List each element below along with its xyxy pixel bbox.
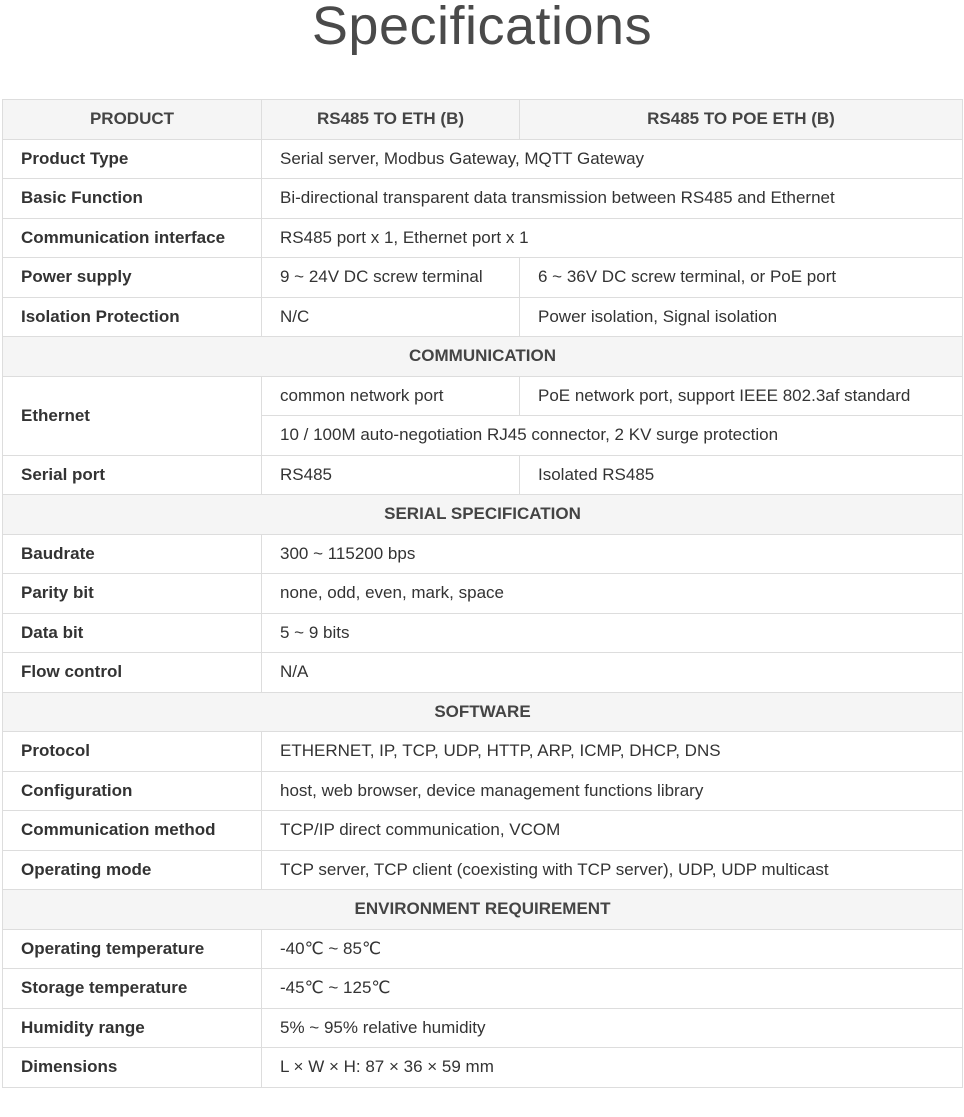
row-value-model-a: RS485	[262, 455, 520, 495]
table-row	[3, 218, 963, 258]
row-value-model-b: PoE network port, support IEEE 802.3af standard	[520, 376, 963, 416]
table-row	[3, 297, 963, 337]
table-row	[3, 376, 963, 416]
row-value: 10 / 100M auto-negotiation RJ45 connector, 2 KV surge protection	[262, 416, 963, 456]
row-value: 5 ~ 9 bits	[262, 613, 963, 653]
section-communication: COMMUNICATION	[3, 337, 963, 377]
row-label: Protocol	[3, 732, 262, 772]
row-label: Basic Function	[3, 179, 262, 219]
header-model-b: RS485 TO POE ETH (B)	[520, 100, 963, 140]
section-software: SOFTWARE	[3, 692, 963, 732]
row-label: Power supply	[3, 258, 262, 298]
row-value-model-b: Power isolation, Signal isolation	[520, 297, 963, 337]
row-label: Product Type	[3, 139, 262, 179]
table-row	[3, 969, 963, 1009]
row-value: N/A	[262, 653, 963, 693]
table-row	[3, 574, 963, 614]
row-value-model-b: Isolated RS485	[520, 455, 963, 495]
row-value: RS485 port x 1, Ethernet port x 1	[262, 218, 963, 258]
row-label: Storage temperature	[3, 969, 262, 1009]
row-label: Operating mode	[3, 850, 262, 890]
row-label: Serial port	[3, 455, 262, 495]
row-value-model-a: common network port	[262, 376, 520, 416]
row-value: TCP server, TCP client (coexisting with TCP server), UDP, UDP multicast	[262, 850, 963, 890]
table-header-row	[3, 100, 963, 140]
table-row	[3, 771, 963, 811]
row-value-model-b: 6 ~ 36V DC screw terminal, or PoE port	[520, 258, 963, 298]
table-row	[3, 929, 963, 969]
table-row	[3, 534, 963, 574]
row-value: -40℃ ~ 85℃	[262, 929, 963, 969]
row-value: -45℃ ~ 125℃	[262, 969, 963, 1009]
table-row	[3, 1048, 963, 1088]
row-value: TCP/IP direct communication, VCOM	[262, 811, 963, 851]
page-title: Specifications	[311, 0, 653, 56]
row-label: Operating temperature	[3, 929, 262, 969]
row-value: ETHERNET, IP, TCP, UDP, HTTP, ARP, ICMP, DHCP, DNS	[262, 732, 963, 772]
table-row	[3, 1008, 963, 1048]
table-row	[3, 179, 963, 219]
table-row	[3, 732, 963, 772]
row-label: Configuration	[3, 771, 262, 811]
table-row	[3, 455, 963, 495]
row-label: Baudrate	[3, 534, 262, 574]
row-label: Data bit	[3, 613, 262, 653]
row-label: Dimensions	[3, 1048, 262, 1088]
section-row	[3, 890, 963, 930]
row-value: 5% ~ 95% relative humidity	[262, 1008, 963, 1048]
row-value: L × W × H: 87 × 36 × 59 mm	[262, 1048, 963, 1088]
row-value: host, web browser, device management functions library	[262, 771, 963, 811]
row-value: 300 ~ 115200 bps	[262, 534, 963, 574]
section-row	[3, 337, 963, 377]
section-environment-requirement: ENVIRONMENT REQUIREMENT	[3, 890, 963, 930]
header-model-a: RS485 TO ETH (B)	[262, 100, 520, 140]
section-row	[3, 495, 963, 535]
table-row	[3, 139, 963, 179]
table-row	[3, 258, 963, 298]
row-label: Flow control	[3, 653, 262, 693]
row-value: none, odd, even, mark, space	[262, 574, 963, 614]
row-label: Parity bit	[3, 574, 262, 614]
section-serial-specification: SERIAL SPECIFICATION	[3, 495, 963, 535]
table-row	[3, 653, 963, 693]
row-label: Communication method	[3, 811, 262, 851]
table-row	[3, 850, 963, 890]
row-value: Serial server, Modbus Gateway, MQTT Gateway	[262, 139, 963, 179]
row-label: Communication interface	[3, 218, 262, 258]
row-value-model-a: N/C	[262, 297, 520, 337]
table-row	[3, 811, 963, 851]
header-product: PRODUCT	[3, 100, 262, 140]
row-value-model-a: 9 ~ 24V DC screw terminal	[262, 258, 520, 298]
spec-table	[2, 99, 963, 1088]
row-label: Humidity range	[3, 1008, 262, 1048]
row-label: Ethernet	[3, 376, 262, 455]
table-row	[3, 613, 963, 653]
row-value: Bi-directional transparent data transmission between RS485 and Ethernet	[262, 179, 963, 219]
section-row	[3, 692, 963, 732]
row-label: Isolation Protection	[3, 297, 262, 337]
